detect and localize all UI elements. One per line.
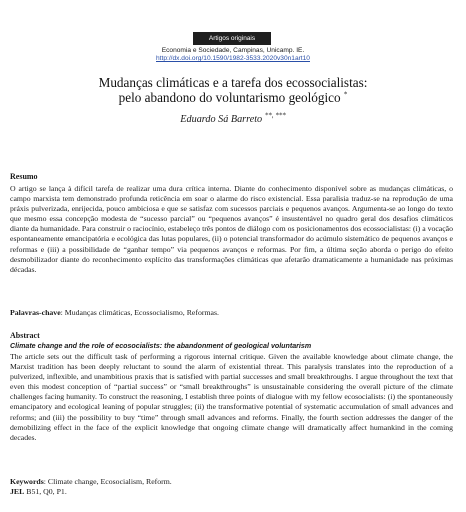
article-title-line1: Mudanças climáticas e a tarefa dos ecossocialistas:	[98, 75, 368, 90]
abstract-subtitle: Climate change and the role of ecosocialists: the abandonment of geological voluntarism	[10, 342, 312, 350]
abstract-heading: Abstract	[10, 331, 40, 340]
resumo-keywords	[10, 308, 219, 318]
jel-label: JEL	[10, 487, 25, 496]
keywords-values: : Climate change, Ecosocialism, Reform.	[43, 477, 172, 486]
journal-line: Economia e Sociedade, Campinas, Unicamp. IE.	[161, 47, 305, 54]
title-footnote-marker[interactable]: *	[343, 90, 348, 99]
abstract-text: The article sets out the difficult task of performing a rigorous internal critique. Given the available knowledge about climate change, the Marxist tradition has been deeply reluctant to sound the alarm of existential threat. This paralysis translates into the reproduction of a pulverized, inflexible, and unambitious praxis that is satisfied with partial successes and small breakthroughs. I argue throughout the text that even this modest conception of “partial success” or “small breakthroughs” is unsustainable considering the overall picture of the climate challenges facing humanity. To construct the reasoning, I establish three points of dialogue with my fellow ecosocialists: (i) the spontaneously emancipatory and ecological leaning of popular struggles; (ii) the transformative potential of systematic accumulation of small advances and reforms; and (iii) the possibility to buy “time” through small advances and reforms. Finally, the fourth section addresses the danger of the demobilizing effect in the face of the explicit knowledge that ongoing climate change will dramatically affect humankind in the coming decades.	[10, 352, 453, 442]
author-line	[0, 111, 466, 126]
keywords-label: Keywords	[10, 477, 44, 486]
resumo-text: O artigo se lança à difícil tarefa de realizar uma dura crítica interna. Diante do conhecimento disponível sobre as mudanças climáticas, o campo marxista tem demonstrado profunda reticência em soar o alarme do risco existencial. Essa paralisia traduz-se na reprodução de uma práxis pulverizada, enrijecida, pouco ambiciosa e que se satisfaz com sucessos parciais e pequenos avanços. Argumenta-se ao longo do texto que mesmo essa concepção modesta de “sucesso parcial” ou “pequenos avanços” é insustentável no quadro geral dos desafios climáticos diante da humanidade. Para construir o raciocínio, estabeleço três pontos de diálogo com os posicionamentos dos ecossocialistas: (i) a vocação espontaneamente emancipatória e ecológica das lutas populares, (ii) o potencial transformador do acúmulo sistemático de pequenos avanços e reformas e (iii) a possibilidade de “ganhar tempo” via pequenos avanços e reformas. Por fim, a última seção aborda o perigo do efeito desmobilizador diante do reconhecimento explícito das transformações climáticas que afetarão dramaticamente a humanidade nas próximas décadas.	[10, 184, 453, 274]
jel-codes	[10, 487, 67, 497]
article-title-line2	[20, 90, 446, 105]
jel-values: B51, Q0, P1.	[24, 487, 67, 496]
abstract-keywords	[10, 477, 172, 487]
palavras-chave-values: : Mudanças climáticas, Ecossocialismo, Reformas.	[60, 308, 219, 317]
doi-link[interactable]: http://dx.doi.org/10.1590/1982-3533.2020v30n1art10	[156, 55, 310, 62]
author-footnote-marker[interactable]: **, ***	[264, 111, 286, 120]
article-title-line2-text: pelo abandono do voluntarismo geológico	[118, 90, 341, 105]
author-name: Eduardo Sá Barreto	[180, 114, 263, 125]
palavras-chave-label: Palavras-chave	[10, 308, 61, 317]
resumo-heading: Resumo	[10, 172, 38, 181]
section-badge: Artigos originais	[193, 32, 271, 45]
